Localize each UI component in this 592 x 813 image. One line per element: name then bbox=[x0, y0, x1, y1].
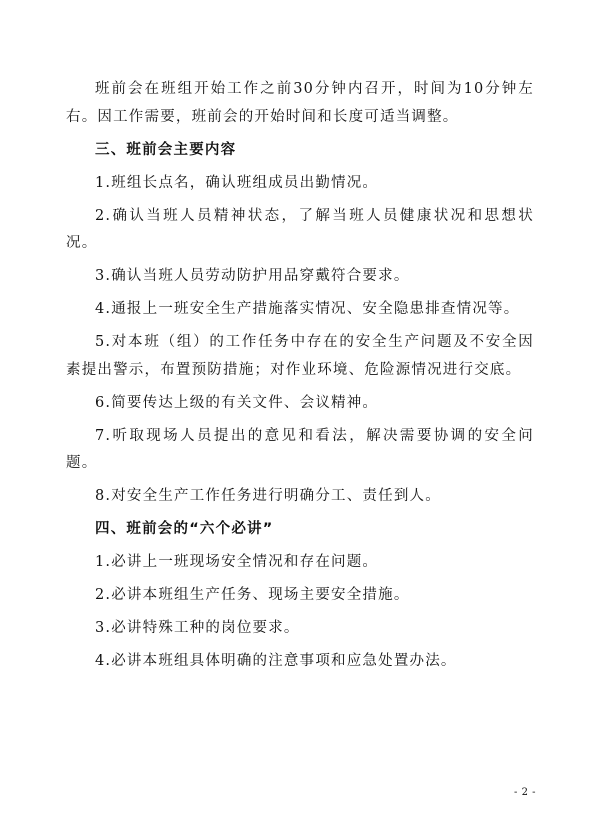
list-item-content-1: 1.班组长点名，确认班组成员出勤情况。 bbox=[95, 174, 379, 191]
list-item-content-6: 6.简要传达上级的有关文件、会议精神。 bbox=[95, 394, 379, 411]
list-item-content-8: 8.对安全生产工作任务进行明确分工、责任到人。 bbox=[95, 488, 441, 504]
list-item-content-2: 2.确认当班人员精神状态，了解当班人员健康状况和思想状况。 bbox=[66, 207, 534, 251]
list-item-must-speak-2: 2.必讲本班组生产任务、现场主要安全措施。 bbox=[95, 587, 410, 603]
page-number: - 2 - bbox=[514, 787, 536, 798]
list-item-content-3: 3.确认当班人员劳动防护用品穿戴符合要求。 bbox=[95, 268, 410, 284]
section-heading-six-must-speak: 四、班前会的“六个必讲” bbox=[95, 521, 274, 537]
paragraph-meeting-time: 班前会在班组开始工作之前30分钟内召开，时间为10分钟左右。因工作需要，班前会的开始时间和长度可适当调整。 bbox=[66, 81, 534, 125]
list-item-must-speak-3: 3.必讲特殊工种的岗位要求。 bbox=[95, 620, 300, 636]
list-item-content-4: 4.通报上一班安全生产措施落实情况、安全隐患排查情况等。 bbox=[95, 301, 520, 317]
list-item-content-5: 5.对本班（组）的工作任务中存在的安全生产问题及不安全因素提出警示，布置预防措施；对作业环境、危险源情况进行交底。 bbox=[66, 334, 534, 378]
list-item-content-7: 7.听取现场人员提出的意见和看法，解决需要协调的安全问题。 bbox=[66, 427, 534, 471]
section-heading-main-content: 三、班前会主要内容 bbox=[95, 141, 237, 158]
list-item-must-speak-1: 1.必讲上一班现场安全情况和存在问题。 bbox=[95, 554, 379, 570]
list-item-must-speak-4: 4.必讲本班组具体明确的注意事项和应急处置办法。 bbox=[95, 653, 457, 669]
